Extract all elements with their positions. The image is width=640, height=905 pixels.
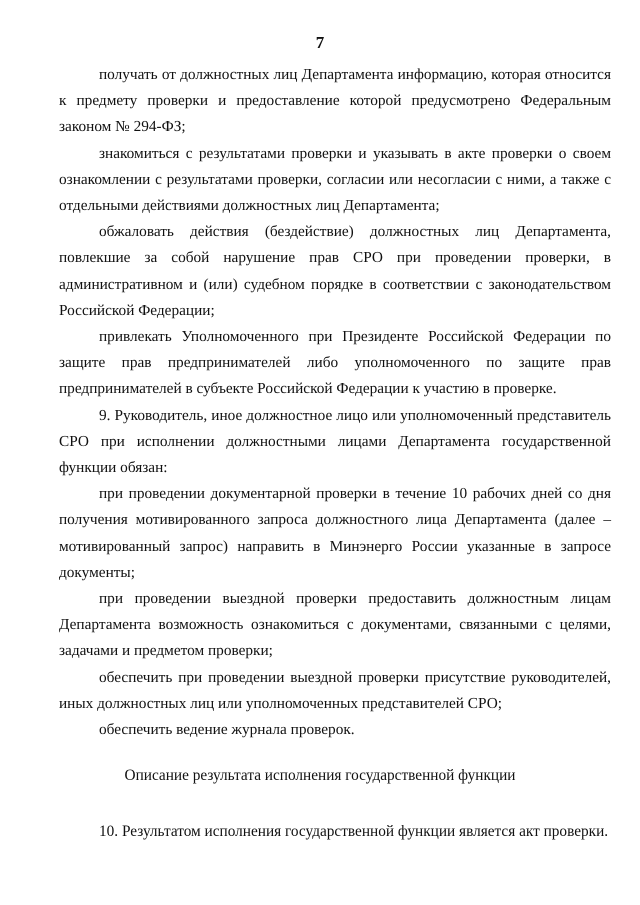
page-number: 7 (315, 33, 325, 52)
paragraph-result: 10. Результатом исполнения государственной функции является акт проверки. (99, 823, 609, 840)
paragraph-right-to-involve-ombudsman: привлекать Уполномоченного при Президенте Российской Федерации по защите прав предпринимателей либо уполномоченного по защите прав предпринимателей в субъекте Российской Федерации к участию в проверке. (59, 328, 611, 398)
paragraph-obligations-intro: 9. Руководитель, иное должностное лицо или уполномоченный представитель СРО при исполнении должностными лицами Департамента государственной функции обязан: (59, 406, 611, 477)
paragraph-right-to-review-results: знакомиться с результатами проверки и указывать в акте проверки о своем ознакомлении с результатами проверки, согласии или несогласии с ними, а также с отдельными действиями должностных лиц Департамента; (59, 144, 611, 215)
paragraph-obligation-journal: обеспечить ведение журнала проверок. (99, 721, 355, 739)
paragraph-right-to-appeal: обжаловать действия (бездействие) должностных лиц Департамента, повлекшие за собой нарушение прав СРО при проведении проверки, в административном и (или) судебном порядке в соответствии с законодательством Российской Федерации; (59, 223, 611, 319)
document-body (59, 62, 611, 743)
section-heading: Описание результата исполнения государственной функции (124, 767, 516, 784)
paragraph-obligation-presence: обеспечить при проведении выездной проверки присутствие руководителей, иных должностных лиц или уполномоченных представителей СРО; (59, 668, 611, 712)
paragraph-right-to-request-information: получать от должностных лиц Департамента информацию, которая относится к предмету проверки и предоставление которой предусмотрено Федеральным законом № 294-ФЗ; (59, 66, 611, 136)
paragraph-obligation-onsite-check: при проведении выездной проверки предоставить должностным лицам Департамента возможность ознакомиться с документами, связанными с целями, задачами и предметом проверки; (59, 590, 611, 660)
paragraph-obligation-documentary-check: при проведении документарной проверки в течение 10 рабочих дней со дня получения мотивированного запроса должностного лица Департамента (далее – мотивированный запрос) направить в Минэнерго России указанные в запросе документы; (59, 485, 611, 581)
